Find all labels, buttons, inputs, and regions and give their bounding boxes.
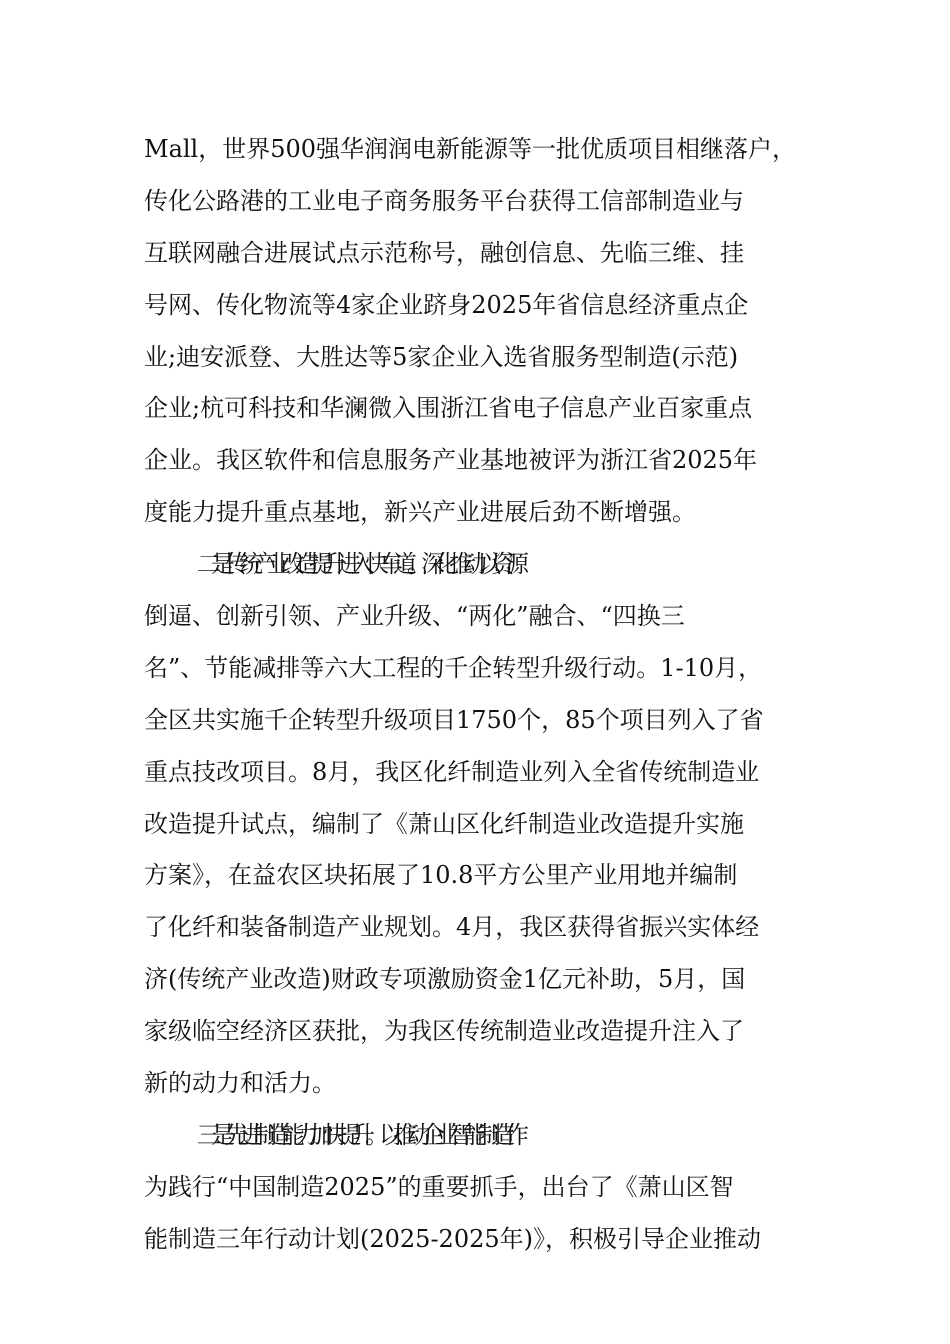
text-line: 能制造三年行动计划(2025-2025年)》，积极引导企业推动 <box>144 1224 761 1253</box>
text-line: 名”、节能减排等六大工程的千企转型升级行动。1-10月， <box>144 653 763 682</box>
text-line: 互联网融合进展试点示范称号，融创信息、先临三维、挂 <box>144 238 744 267</box>
text-line: 济(传统产业改造)财政专项激励资金1亿元补助，5月，国 <box>144 965 746 994</box>
text-line: 企业。我区软件和信息服务产业基地被评为浙江省2025年 <box>144 446 758 475</box>
text-line: 新的动力和活力。 <box>144 1069 336 1098</box>
text-line: 了化纤和装备制造产业规划。4月，我区获得省振兴实体经 <box>144 913 760 942</box>
text-line: 家级临空经济区获批，为我区传统制造业改造提升注入了 <box>144 1017 744 1046</box>
text-line: 业;迪安派登、大胜达等5家企业入选省服务型制造(示范) <box>144 342 739 371</box>
text-line: 全区共实施千企转型升级项目1750个，85个项目列入了省 <box>144 705 764 734</box>
text-line: 度能力提升重点基地，新兴产业进展后劲不断增强。 <box>144 498 696 527</box>
paragraph-first-line: 二是传统产业改造提升进入快车道。深化推动以资源 <box>197 550 519 579</box>
text-line: 号网、传化物流等4家企业跻身2025年省信息经济重点企 <box>144 290 749 319</box>
text-line: Mall，世界500强华润润电新能源等一批优质项目相继落户， <box>144 135 797 163</box>
paragraph-first-line: 三是先进制造能力加快提升。以推动企业智能制造作 <box>197 1120 519 1149</box>
text-line: 传化公路港的工业电子商务服务平台获得工信部制造业与 <box>144 186 744 215</box>
text-line: 倒逼、创新引领、产业升级、“两化”融合、“四换三 <box>144 602 685 631</box>
text-line: 企业;杭可科技和华澜微入围浙江省电子信息产业百家重点 <box>144 394 753 423</box>
text-line: 重点技改项目。8月，我区化纤制造业列入全省传统制造业 <box>144 757 760 786</box>
text-line: 为践行“中国制造2025”的重要抓手，出台了《萧山区智 <box>144 1172 734 1201</box>
text-line: 改造提升试点，编制了《萧山区化纤制造业改造提升实施 <box>144 809 744 838</box>
document-body <box>144 124 814 1266</box>
text-line: 方案》，在益农区块拓展了10.8平方公里产业用地并编制 <box>144 861 738 890</box>
